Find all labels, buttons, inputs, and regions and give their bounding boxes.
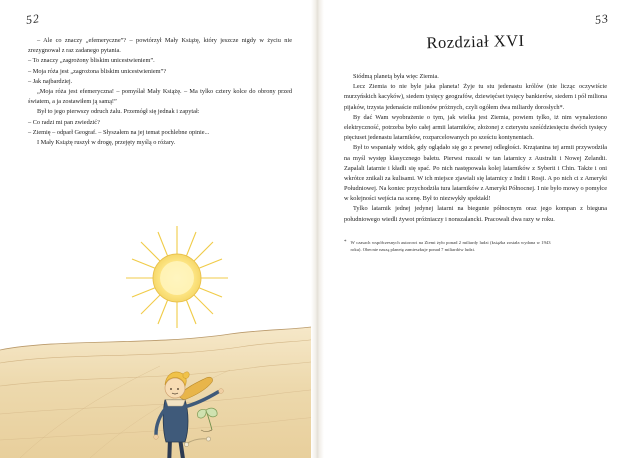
footnote-text: W czasach współczesnych autorowi na Ziemi żyło ponad 2 miliardy ludzi (książka została wydana w 1943 roku). Obecnie naszą planetę zamieszkuje ponad 7 miliardów ludzi. xyxy=(350,239,551,252)
paragraph: – Ziemię – odparł Geograf. – Słyszałem na jej temat pochlebne opinie... xyxy=(28,128,210,136)
paragraph: Tylko latarnik jednej jedynej latarni na biegunie północnym oraz jego kompan z bieguna południowego wiedli żywot próżniaczy i nonszalancki. Pracowali dwa razy w roku. xyxy=(344,205,607,223)
footnote-marker: * xyxy=(344,239,347,245)
left-page-text xyxy=(28,36,292,148)
paragraph: – To znaczy „zagrożony bliskim unicestwieniem”. xyxy=(28,57,155,65)
paragraph: – Ale co znaczy „efemeryczne”? – powtórzył Mały Książę, który jeszcze nigdy w życiu nie zrezygnował z raz zadanego pytania. xyxy=(28,37,292,55)
paragraph: Siódmą planetą była więc Ziemia. xyxy=(353,73,439,80)
right-page-text xyxy=(344,72,607,225)
paragraph: Lecz Ziemia to nie byle jaka planeta! Żyje tu stu jedenastu królów (nie licząc oczywiście murzyńskich kacyków), siedem tysięcy geografów, dziewięćset tysięcy bankierów, siedem i pół miliona pijaków, trzysta jedenaście milionów próżnych, czyli ogółem dwa miliardy dorosłych*. xyxy=(344,83,607,111)
paragraph: I Mały Książę ruszył w drogę, przejęty myślą o różary. xyxy=(37,138,176,146)
paragraph: „Moja róża jest efemeryczna! – pomyślał Mały Książę. – Ma tylko cztery kolce do obrony przed światem, a ja zostawiłem ją samą!” xyxy=(28,87,292,106)
page-number-left: 52 xyxy=(24,10,41,28)
chapter-title: Rozdział XVI xyxy=(426,30,525,53)
paragraph: – Moja róża jest „zagrożona bliskim unicestwieniem”? xyxy=(28,67,167,75)
right-page xyxy=(318,0,635,458)
paragraph: Był to wspaniały widok, gdy oglądało się go z pewnej odległości. Krzątanina tej armii przywodziła na myśl występ klasycznego baletu. Pierwsi ruszali w tan latarnicy z Australii i Nowej Zelandii. Zapalali latarnie i kładli się spać. Po nich następowała kolej latarników z Syberii i Chin. Także i oni wkrótce znikali za kulisami. W ich miejsce zjawiali się latarnicy z Indii i Rosji. A po nich ci z Ameryki Południowej. Na koniec przychodziła tura latarników z Ameryki Północnej. I nie było mowy o pomyłce w kolejności wejścia na scenę. Był to niezwykły spektakl! xyxy=(344,144,607,203)
page-number-right: 53 xyxy=(593,10,610,28)
paragraph: – Co radzi mi pan zwiedzić? xyxy=(28,118,100,126)
paragraph: By dać Wam wyobrażenie o tym, jak wielka jest Ziemia, powiem tylko, iż nim wynaleziono elektryczność, potrzeba było całej armii latarników, złożonej z czterystu sześćdziesięciu dwóch tysięcy pięciuset jedenastu latarników, rozparcelowanych po sześciu kontynentach. xyxy=(344,113,607,142)
paragraph: Był to jego pierwszy odruch żalu. Przemógł się jednak i zapytał: xyxy=(37,108,200,116)
illustration-little-prince-on-desert-planet-with-sun xyxy=(0,200,318,458)
footnote xyxy=(344,239,607,253)
paragraph: – Jak najbardziej. xyxy=(28,77,73,85)
